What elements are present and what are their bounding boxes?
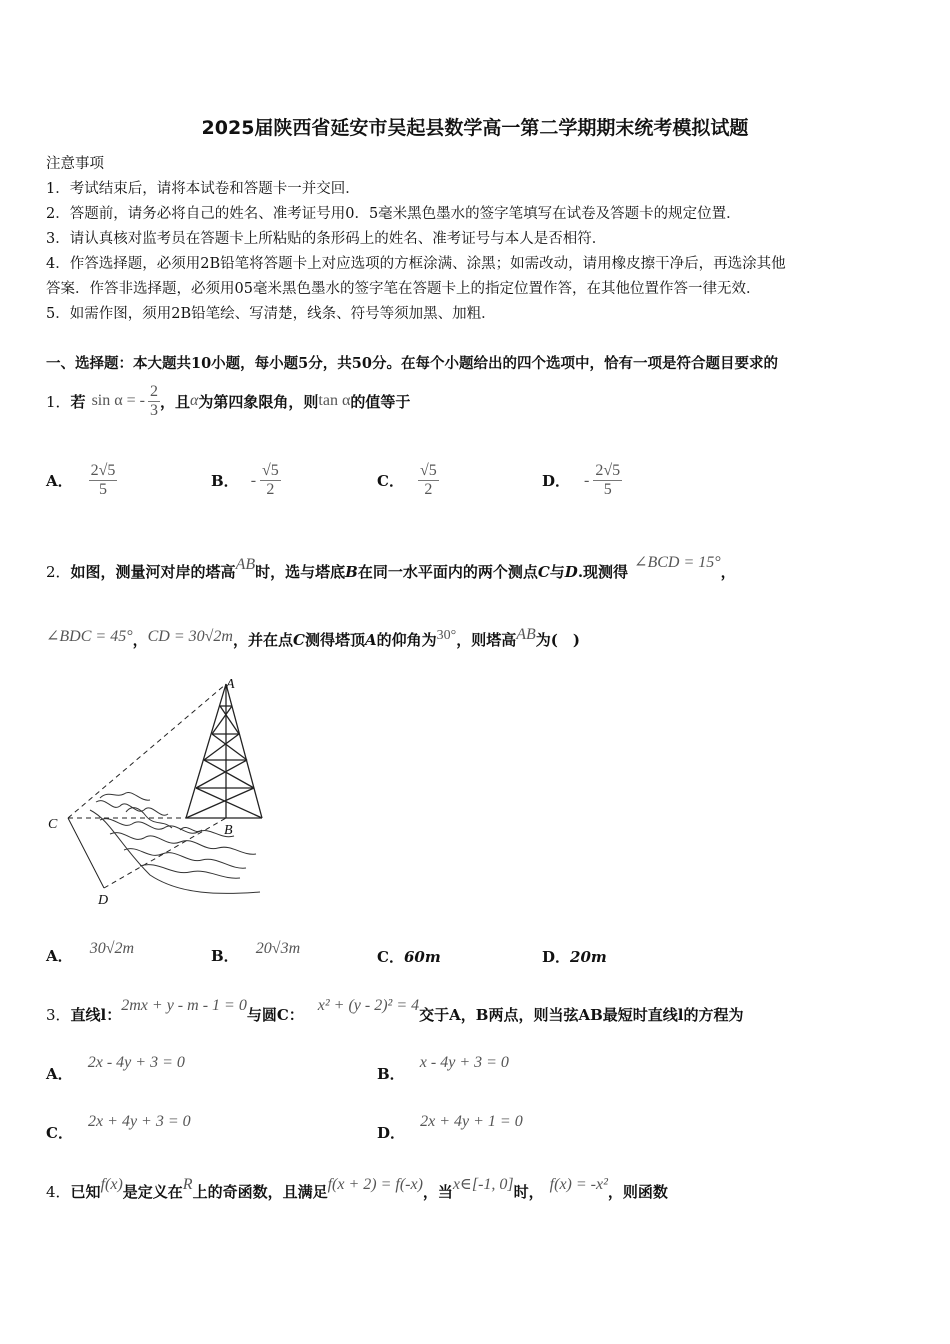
- tower-river-figure: [40, 670, 280, 910]
- note-item: 1．考试结束后，请将本试卷和答题卡一并交回．: [46, 181, 360, 197]
- question-2-line2: ∠BDC = 45°，CD = 30√2m，并在点C测得塔顶A的仰角为30°，则塔高AB为( ): [46, 626, 580, 649]
- q1-text: ，且: [159, 392, 190, 411]
- figure-label-a: A: [226, 677, 235, 692]
- notes-heading: 注意事项: [46, 156, 104, 172]
- question-4: 4．已知f(x)是定义在R上的奇函数，且满足f(x + 2) = f(-x)，当x∈[-1, 0]时， f(x) = -x²，则函数: [46, 1176, 668, 1201]
- q1-number: 1．: [46, 392, 71, 411]
- q1-tan-expr: tan α: [318, 392, 351, 409]
- q1-alpha: α: [189, 392, 199, 409]
- figure-label-b: B: [224, 823, 233, 838]
- option-d[interactable]: D． - $\frac{2√5}{5}$: [542, 462, 621, 498]
- option-d[interactable]: D． 2x + 4y + 1 = 0: [377, 1113, 523, 1142]
- note-item: 2．答题前，请务必将自己的姓名、准考证号用0．5毫米黑色墨水的签字笔填写在试卷及答题卡的规定位置．: [46, 206, 741, 222]
- note-item: 3．请认真核对监考员在答题卡上所粘贴的条形码上的姓名、准考证号与本人是否相符．: [46, 231, 607, 247]
- note-item: 答案．作答非选择题，必须用05毫米黑色墨水的签字笔在答题卡上的指定位置作答，在其他位置作答一律无效．: [46, 281, 761, 297]
- q1-text: 为第四象限角，则: [198, 392, 319, 411]
- q1-text: 若: [70, 392, 86, 411]
- question-2-line1: 2．如图，测量河对岸的塔高AB时，选与塔底B在同一水平面内的两个测点C与D.现测得∠BCD = 15°，: [46, 554, 736, 581]
- option-c[interactable]: C． 2x + 4y + 3 = 0: [46, 1113, 191, 1142]
- q1-fraction: $\frac{2}{3}$: [149, 382, 158, 419]
- option-a[interactable]: A． $\frac{2√5}{5}$: [46, 462, 116, 498]
- question-1: [46, 378, 410, 424]
- option-c[interactable]: C．60m: [377, 948, 441, 966]
- q1-sin-expr: sin α = -: [91, 392, 145, 409]
- figure-label-c: C: [48, 817, 58, 832]
- note-item: 4．作答选择题，必须用2B铅笔将答题卡上对应选项的方框涂满、涂黑；如需改动，请用橡皮擦干净后，再选涂其他: [46, 256, 786, 272]
- option-d[interactable]: D．20m: [542, 948, 607, 966]
- option-c[interactable]: C． $\frac{√5}{2}$: [377, 462, 437, 498]
- page-title: 2025届陕西省延安市吴起县数学高一第二学期期末统考模拟试题: [201, 117, 749, 139]
- option-b[interactable]: B． x - 4y + 3 = 0: [377, 1054, 509, 1083]
- option-a[interactable]: A． 30√2m: [46, 940, 135, 965]
- q1-text: 的值等于: [350, 392, 411, 411]
- option-a[interactable]: A． 2x - 4y + 3 = 0: [46, 1054, 185, 1083]
- option-b[interactable]: B． 20√3m: [211, 940, 301, 965]
- question-3: 3．直线l：2mx + y - m - 1 = 0与圆C：x² + (y - 2)² = 4交于A，B两点，则当弦AB最短时直线l的方程为: [46, 997, 744, 1024]
- section-heading: 一、选择题：本大题共10小题，每小题5分，共50分。在每个小题给出的四个选项中，恰有一项是符合题目要求的: [46, 355, 778, 372]
- option-b[interactable]: B． - $\frac{√5}{2}$: [211, 462, 279, 498]
- figure-label-d: D: [98, 893, 109, 908]
- note-item: 5．如需作图，须用2B铅笔绘、写清楚，线条、符号等须加黑、加粗．: [46, 306, 496, 322]
